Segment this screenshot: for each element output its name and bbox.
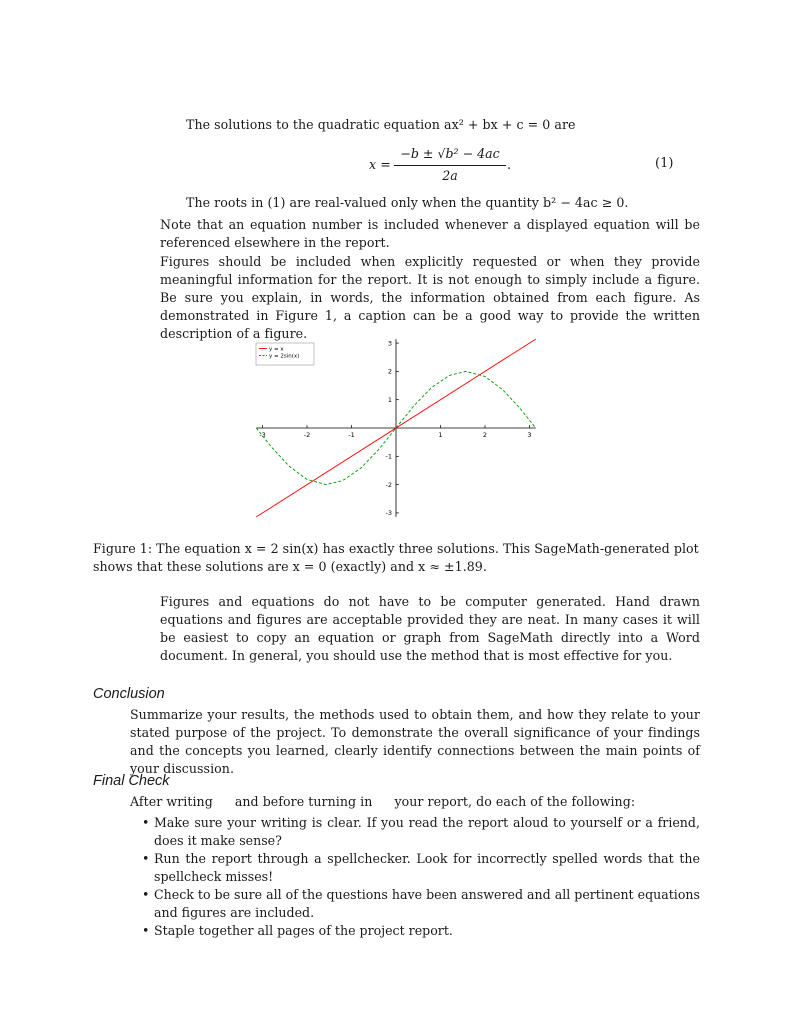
bullet-icon: • bbox=[142, 923, 150, 938]
list-item-text: Make sure your writing is clear. If you read the report aloud to yourself or a friend, does it make sense? bbox=[154, 815, 700, 848]
x-tick-label: 1 bbox=[438, 431, 443, 439]
list-item bbox=[132, 922, 700, 940]
equation-denominator: 2a bbox=[442, 168, 458, 183]
conclusion-body: Summarize your results, the methods used to obtain them, and how they relate to your stated purpose of the project. To demonstrate the overall significance of your findings and the concepts you learned, clearly identify connections between the main points of your discussion. bbox=[130, 707, 700, 776]
list-item-text: Staple together all pages of the project report. bbox=[154, 923, 453, 938]
final-check-intro bbox=[130, 793, 635, 811]
conclusion-heading: Conclusion bbox=[93, 686, 165, 702]
figures-paragraph: Figures should be included when explicitly requested or when they provide meaningful information for the report. It is not enough to simply include a figure. Be sure you explain, in words, the information obtained from each figure. As demonstrated in Figure 1, a caption can be a good way to provide the written description of a figure. bbox=[160, 254, 700, 341]
equation-numerator: −b ± √b² − 4ac bbox=[400, 146, 500, 161]
roots-line: The roots in (1) are real-valued only when the quantity b² − 4ac ≥ 0. bbox=[186, 195, 629, 210]
final-check-heading: Final Check bbox=[93, 773, 170, 789]
legend-label: y = 2sin(x) bbox=[269, 353, 300, 360]
y-tick-label: -1 bbox=[385, 452, 392, 461]
x-tick-label: 3 bbox=[527, 431, 532, 439]
final-check-intro-b: and before turning in bbox=[234, 794, 373, 809]
equation-lhs: x = bbox=[369, 157, 391, 172]
y-tick-label: -3 bbox=[385, 509, 392, 518]
list-item-text: Run the report through a spellchecker. Look for incorrectly spelled words that the spellcheck misses! bbox=[154, 851, 700, 884]
legend-label: y = x bbox=[269, 346, 284, 353]
plot-legend bbox=[256, 343, 314, 365]
fraction-bar bbox=[394, 165, 506, 166]
hand-drawn-paragraph: Figures and equations do not have to be computer generated. Hand drawn equations and figures are acceptable provided they are neat. In many cases it will be easiest to copy an equation or graph from SageMath directly into a Word document. In general, you should use the method that is most effective for you. bbox=[160, 594, 700, 663]
bullet-icon: • bbox=[142, 851, 150, 866]
bullet-icon: • bbox=[142, 887, 150, 902]
final-check-intro-c: your report, do each of the following: bbox=[394, 794, 636, 809]
y-tick-label: 2 bbox=[387, 367, 392, 376]
final-check-list bbox=[132, 814, 700, 940]
list-item bbox=[132, 886, 700, 922]
y-tick-label: -2 bbox=[385, 480, 392, 489]
final-check-intro-a: After writing bbox=[130, 794, 213, 809]
figure-caption-line-1: Figure 1: The equation x = 2 sin(x) has exactly three solutions. This SageMath-generated plot bbox=[93, 541, 699, 556]
list-item-text: Check to be sure all of the questions have been answered and all pertinent equations and figures are included. bbox=[154, 887, 700, 920]
y-tick-label: 1 bbox=[387, 396, 392, 404]
figure-caption-line-2: shows that these solutions are x = 0 (exactly) and x ≈ ±1.89. bbox=[93, 559, 487, 574]
x-tick-label: -3 bbox=[259, 431, 266, 439]
figure-1-plot bbox=[254, 336, 554, 526]
x-tick-label: -2 bbox=[303, 431, 311, 439]
x-tick-label: -1 bbox=[348, 431, 355, 439]
y-tick-label: 3 bbox=[387, 339, 392, 348]
note-paragraph: Note that an equation number is included whenever a displayed equation will be referenced elsewhere in the report. bbox=[160, 217, 700, 250]
x-tick-label: 2 bbox=[482, 431, 488, 439]
equation-trailing: . bbox=[507, 157, 512, 172]
equation-number: (1) bbox=[655, 156, 674, 171]
intro-line: The solutions to the quadratic equation ax² + bx + c = 0 are bbox=[186, 117, 576, 132]
list-item bbox=[132, 850, 700, 886]
list-item bbox=[132, 814, 700, 850]
bullet-icon: • bbox=[142, 815, 150, 830]
